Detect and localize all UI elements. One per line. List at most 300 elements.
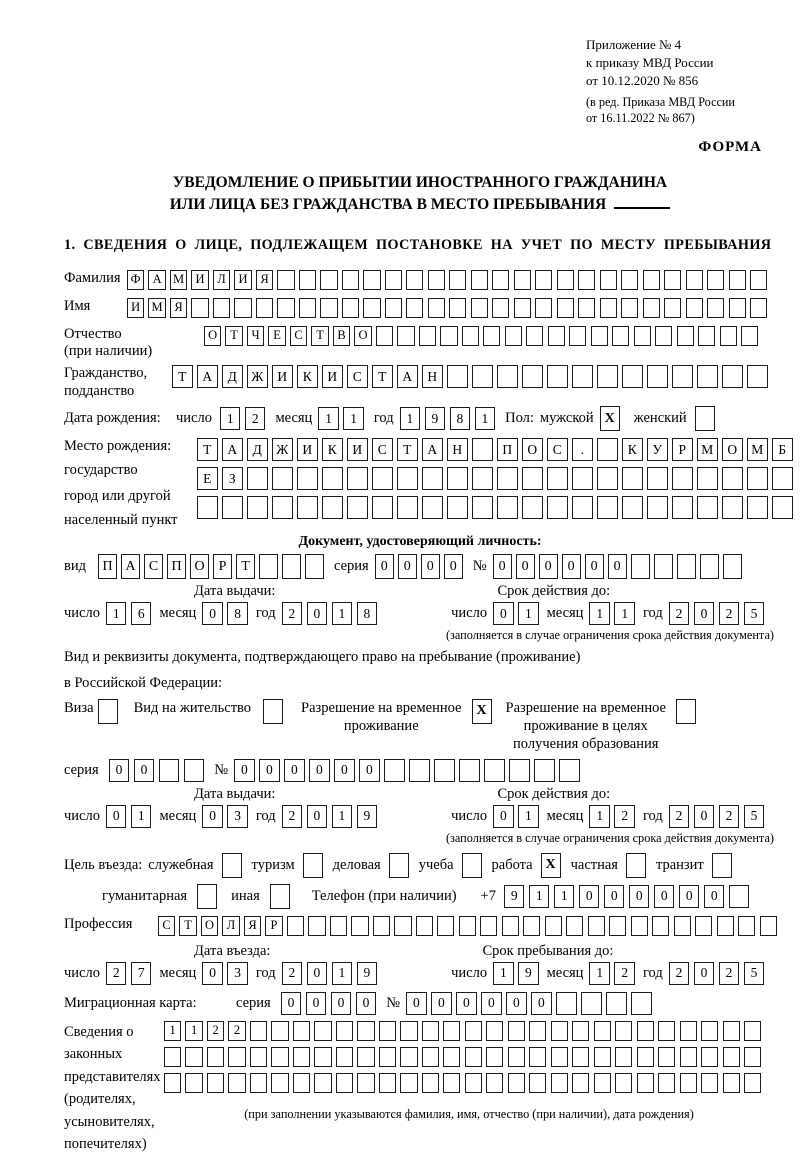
char-cell[interactable]: 0 (456, 992, 477, 1015)
char-cell[interactable]: Я (170, 298, 187, 318)
char-cell[interactable] (557, 270, 574, 290)
char-cell[interactable]: 0 (493, 602, 514, 625)
char-cell[interactable]: 1 (518, 805, 539, 828)
char-cell[interactable]: М (170, 270, 187, 290)
char-cell[interactable] (314, 1047, 331, 1067)
char-cell[interactable]: Ч (247, 326, 264, 346)
char-cell[interactable]: 8 (357, 602, 378, 625)
char-cell[interactable]: М (747, 438, 768, 461)
char-cell[interactable] (680, 1021, 697, 1041)
char-cell[interactable] (465, 1073, 482, 1093)
char-cell[interactable]: 2 (719, 962, 740, 985)
char-cell[interactable] (379, 1047, 396, 1067)
char-cell[interactable] (548, 326, 565, 346)
char-cell[interactable] (615, 1021, 632, 1041)
char-cell[interactable] (615, 1047, 632, 1067)
char-cell[interactable] (379, 1021, 396, 1041)
char-cell[interactable] (697, 467, 718, 490)
char-cell[interactable] (330, 916, 347, 936)
char-cell[interactable]: 0 (281, 992, 302, 1015)
char-cell[interactable] (578, 298, 595, 318)
char-cell[interactable] (772, 467, 793, 490)
char-cell[interactable]: 9 (518, 962, 539, 985)
char-cell[interactable]: 0 (398, 554, 417, 579)
char-cell[interactable]: 0 (375, 554, 394, 579)
char-cell[interactable] (342, 270, 359, 290)
char-cell[interactable] (406, 270, 423, 290)
char-cell[interactable] (357, 1073, 374, 1093)
char-cell[interactable] (422, 496, 443, 519)
char-cell[interactable]: 1 (185, 1021, 202, 1041)
char-cell[interactable] (747, 365, 768, 388)
char-cell[interactable]: И (191, 270, 208, 290)
char-cell[interactable] (729, 270, 746, 290)
char-cell[interactable] (631, 916, 648, 936)
char-cell[interactable]: М (697, 438, 718, 461)
char-cell[interactable]: А (222, 438, 243, 461)
char-cell[interactable] (597, 438, 618, 461)
char-cell[interactable] (551, 1021, 568, 1041)
char-cell[interactable]: 0 (694, 805, 715, 828)
char-cell[interactable] (522, 467, 543, 490)
gender-male-checkbox[interactable]: X (600, 406, 620, 431)
char-cell[interactable] (394, 916, 411, 936)
char-cell[interactable]: 0 (585, 554, 604, 579)
char-cell[interactable] (419, 326, 436, 346)
rvpo-checkbox[interactable] (676, 699, 696, 724)
char-cell[interactable]: 0 (307, 805, 328, 828)
char-cell[interactable] (723, 1021, 740, 1041)
char-cell[interactable] (701, 1073, 718, 1093)
purpose-commercial-checkbox[interactable] (389, 853, 409, 878)
char-cell[interactable]: 0 (562, 554, 581, 579)
char-cell[interactable] (686, 298, 703, 318)
char-cell[interactable] (416, 916, 433, 936)
char-cell[interactable]: 0 (284, 759, 305, 782)
char-cell[interactable] (594, 1021, 611, 1041)
char-cell[interactable]: 1 (475, 407, 496, 430)
char-cell[interactable] (471, 298, 488, 318)
char-cell[interactable] (569, 326, 586, 346)
char-cell[interactable] (422, 1073, 439, 1093)
char-cell[interactable]: 5 (744, 805, 765, 828)
char-cell[interactable]: 0 (531, 992, 552, 1015)
char-cell[interactable]: 1 (529, 885, 550, 908)
char-cell[interactable] (722, 467, 743, 490)
char-cell[interactable]: П (167, 554, 186, 579)
char-cell[interactable] (572, 467, 593, 490)
char-cell[interactable] (634, 326, 651, 346)
char-cell[interactable]: 0 (406, 992, 427, 1015)
char-cell[interactable]: Ф (127, 270, 144, 290)
char-cell[interactable] (566, 916, 583, 936)
char-cell[interactable] (483, 326, 500, 346)
char-cell[interactable]: Т (311, 326, 328, 346)
char-cell[interactable] (597, 496, 618, 519)
char-cell[interactable] (447, 365, 468, 388)
char-cell[interactable] (551, 1073, 568, 1093)
char-cell[interactable] (459, 759, 480, 782)
char-cell[interactable] (282, 554, 301, 579)
char-cell[interactable] (472, 496, 493, 519)
char-cell[interactable]: Б (772, 438, 793, 461)
char-cell[interactable]: 0 (604, 885, 625, 908)
char-cell[interactable] (695, 916, 712, 936)
char-cell[interactable] (534, 759, 555, 782)
char-cell[interactable]: П (497, 438, 518, 461)
char-cell[interactable] (572, 496, 593, 519)
char-cell[interactable] (207, 1047, 224, 1067)
char-cell[interactable] (609, 916, 626, 936)
char-cell[interactable] (621, 270, 638, 290)
char-cell[interactable] (492, 270, 509, 290)
char-cell[interactable] (505, 326, 522, 346)
char-cell[interactable] (191, 298, 208, 318)
char-cell[interactable] (409, 759, 430, 782)
char-cell[interactable] (164, 1073, 181, 1093)
char-cell[interactable]: Р (672, 438, 693, 461)
char-cell[interactable] (314, 1073, 331, 1093)
char-cell[interactable] (631, 992, 652, 1015)
char-cell[interactable] (744, 1047, 761, 1067)
char-cell[interactable] (228, 1047, 245, 1067)
gender-female-checkbox[interactable] (695, 406, 715, 431)
char-cell[interactable] (600, 298, 617, 318)
char-cell[interactable] (357, 1021, 374, 1041)
char-cell[interactable]: 2 (669, 962, 690, 985)
char-cell[interactable]: 0 (334, 759, 355, 782)
char-cell[interactable] (723, 1047, 740, 1067)
char-cell[interactable] (597, 467, 618, 490)
char-cell[interactable]: 2 (282, 805, 303, 828)
char-cell[interactable] (272, 467, 293, 490)
char-cell[interactable] (486, 1021, 503, 1041)
char-cell[interactable]: Т (172, 365, 193, 388)
char-cell[interactable]: 1 (343, 407, 364, 430)
char-cell[interactable]: 1 (554, 885, 575, 908)
char-cell[interactable] (522, 365, 543, 388)
char-cell[interactable]: 0 (202, 962, 223, 985)
char-cell[interactable] (357, 1047, 374, 1067)
char-cell[interactable] (529, 1047, 546, 1067)
char-cell[interactable]: 0 (493, 554, 512, 579)
char-cell[interactable]: 2 (245, 407, 266, 430)
char-cell[interactable]: 0 (579, 885, 600, 908)
char-cell[interactable] (256, 298, 273, 318)
char-cell[interactable] (545, 916, 562, 936)
char-cell[interactable]: С (158, 916, 175, 936)
char-cell[interactable]: К (297, 365, 318, 388)
char-cell[interactable] (664, 270, 681, 290)
char-cell[interactable]: Р (213, 554, 232, 579)
char-cell[interactable]: Р (265, 916, 282, 936)
char-cell[interactable] (293, 1047, 310, 1067)
char-cell[interactable] (293, 1021, 310, 1041)
char-cell[interactable]: 1 (106, 602, 127, 625)
char-cell[interactable] (184, 759, 205, 782)
char-cell[interactable] (514, 270, 531, 290)
char-cell[interactable] (385, 270, 402, 290)
char-cell[interactable]: И (347, 438, 368, 461)
purpose-study-checkbox[interactable] (462, 853, 482, 878)
purpose-humanitarian-checkbox[interactable] (197, 884, 217, 909)
char-cell[interactable]: 1 (131, 805, 152, 828)
char-cell[interactable] (397, 326, 414, 346)
char-cell[interactable] (594, 1073, 611, 1093)
char-cell[interactable]: 2 (719, 805, 740, 828)
char-cell[interactable] (722, 496, 743, 519)
char-cell[interactable] (480, 916, 497, 936)
char-cell[interactable] (698, 326, 715, 346)
char-cell[interactable]: 1 (589, 962, 610, 985)
char-cell[interactable] (297, 467, 318, 490)
char-cell[interactable] (594, 1047, 611, 1067)
char-cell[interactable] (522, 496, 543, 519)
char-cell[interactable] (717, 916, 734, 936)
char-cell[interactable] (664, 298, 681, 318)
char-cell[interactable]: 8 (450, 407, 471, 430)
char-cell[interactable] (443, 1047, 460, 1067)
char-cell[interactable]: 0 (704, 885, 725, 908)
char-cell[interactable]: И (272, 365, 293, 388)
char-cell[interactable] (508, 1021, 525, 1041)
char-cell[interactable] (164, 1047, 181, 1067)
char-cell[interactable] (559, 759, 580, 782)
char-cell[interactable] (637, 1047, 654, 1067)
char-cell[interactable]: С (347, 365, 368, 388)
char-cell[interactable]: 9 (425, 407, 446, 430)
char-cell[interactable]: К (622, 438, 643, 461)
char-cell[interactable] (547, 467, 568, 490)
char-cell[interactable] (372, 467, 393, 490)
char-cell[interactable]: С (290, 326, 307, 346)
char-cell[interactable] (342, 298, 359, 318)
char-cell[interactable] (465, 1021, 482, 1041)
char-cell[interactable] (422, 1021, 439, 1041)
char-cell[interactable]: 5 (744, 602, 765, 625)
char-cell[interactable] (222, 496, 243, 519)
char-cell[interactable] (277, 298, 294, 318)
char-cell[interactable] (723, 554, 742, 579)
char-cell[interactable] (658, 1047, 675, 1067)
char-cell[interactable] (385, 298, 402, 318)
char-cell[interactable]: 0 (109, 759, 130, 782)
char-cell[interactable] (514, 298, 531, 318)
char-cell[interactable]: 1 (318, 407, 339, 430)
char-cell[interactable] (600, 270, 617, 290)
char-cell[interactable]: В (333, 326, 350, 346)
purpose-other-checkbox[interactable] (270, 884, 290, 909)
char-cell[interactable] (747, 496, 768, 519)
char-cell[interactable] (336, 1073, 353, 1093)
char-cell[interactable] (299, 298, 316, 318)
char-cell[interactable] (750, 298, 767, 318)
char-cell[interactable] (397, 496, 418, 519)
visa-checkbox[interactable] (98, 699, 118, 724)
char-cell[interactable] (677, 554, 696, 579)
char-cell[interactable] (672, 365, 693, 388)
char-cell[interactable] (622, 467, 643, 490)
char-cell[interactable] (581, 992, 602, 1015)
char-cell[interactable]: У (647, 438, 668, 461)
char-cell[interactable] (472, 438, 493, 461)
char-cell[interactable] (647, 496, 668, 519)
char-cell[interactable] (397, 467, 418, 490)
char-cell[interactable] (207, 1073, 224, 1093)
char-cell[interactable]: 0 (493, 805, 514, 828)
purpose-tourism-checkbox[interactable] (303, 853, 323, 878)
char-cell[interactable] (422, 467, 443, 490)
char-cell[interactable] (697, 496, 718, 519)
char-cell[interactable]: С (372, 438, 393, 461)
char-cell[interactable] (750, 270, 767, 290)
char-cell[interactable] (588, 916, 605, 936)
char-cell[interactable] (462, 326, 479, 346)
char-cell[interactable] (556, 992, 577, 1015)
char-cell[interactable]: 0 (307, 962, 328, 985)
char-cell[interactable]: Я (244, 916, 261, 936)
char-cell[interactable] (447, 496, 468, 519)
char-cell[interactable] (247, 496, 268, 519)
char-cell[interactable] (738, 916, 755, 936)
char-cell[interactable] (637, 1021, 654, 1041)
char-cell[interactable] (449, 298, 466, 318)
char-cell[interactable] (428, 270, 445, 290)
char-cell[interactable]: 7 (131, 962, 152, 985)
char-cell[interactable]: О (204, 326, 221, 346)
char-cell[interactable] (551, 1047, 568, 1067)
char-cell[interactable] (686, 270, 703, 290)
char-cell[interactable] (459, 916, 476, 936)
char-cell[interactable] (314, 1021, 331, 1041)
char-cell[interactable] (729, 885, 750, 908)
char-cell[interactable] (615, 1073, 632, 1093)
char-cell[interactable]: 0 (331, 992, 352, 1015)
char-cell[interactable]: 2 (614, 805, 635, 828)
char-cell[interactable]: И (297, 438, 318, 461)
char-cell[interactable] (437, 916, 454, 936)
char-cell[interactable] (185, 1047, 202, 1067)
char-cell[interactable]: 0 (608, 554, 627, 579)
char-cell[interactable]: 1 (220, 407, 241, 430)
char-cell[interactable]: О (722, 438, 743, 461)
char-cell[interactable] (680, 1073, 697, 1093)
char-cell[interactable] (700, 554, 719, 579)
char-cell[interactable]: 6 (131, 602, 152, 625)
char-cell[interactable] (772, 496, 793, 519)
char-cell[interactable] (597, 365, 618, 388)
char-cell[interactable]: 0 (106, 805, 127, 828)
char-cell[interactable] (760, 916, 777, 936)
char-cell[interactable] (234, 298, 251, 318)
char-cell[interactable] (677, 326, 694, 346)
char-cell[interactable]: 9 (504, 885, 525, 908)
char-cell[interactable]: 2 (719, 602, 740, 625)
char-cell[interactable] (741, 326, 758, 346)
char-cell[interactable]: 8 (227, 602, 248, 625)
char-cell[interactable] (720, 326, 737, 346)
char-cell[interactable]: 0 (309, 759, 330, 782)
char-cell[interactable] (497, 365, 518, 388)
char-cell[interactable]: Т (372, 365, 393, 388)
char-cell[interactable] (443, 1021, 460, 1041)
char-cell[interactable]: 1 (493, 962, 514, 985)
char-cell[interactable] (471, 270, 488, 290)
char-cell[interactable] (492, 298, 509, 318)
char-cell[interactable]: О (354, 326, 371, 346)
char-cell[interactable] (502, 916, 519, 936)
char-cell[interactable] (384, 759, 405, 782)
char-cell[interactable] (449, 270, 466, 290)
char-cell[interactable]: И (322, 365, 343, 388)
char-cell[interactable] (308, 916, 325, 936)
char-cell[interactable] (271, 1047, 288, 1067)
char-cell[interactable]: 1 (400, 407, 421, 430)
char-cell[interactable]: 1 (589, 602, 610, 625)
char-cell[interactable] (497, 496, 518, 519)
char-cell[interactable] (508, 1073, 525, 1093)
char-cell[interactable]: 2 (614, 962, 635, 985)
char-cell[interactable]: 0 (359, 759, 380, 782)
char-cell[interactable] (213, 298, 230, 318)
char-cell[interactable] (523, 916, 540, 936)
char-cell[interactable] (472, 365, 493, 388)
char-cell[interactable] (440, 326, 457, 346)
char-cell[interactable]: 2 (106, 962, 127, 985)
char-cell[interactable] (631, 554, 650, 579)
char-cell[interactable] (320, 298, 337, 318)
char-cell[interactable]: 0 (431, 992, 452, 1015)
char-cell[interactable] (406, 298, 423, 318)
char-cell[interactable]: К (322, 438, 343, 461)
char-cell[interactable] (655, 326, 672, 346)
char-cell[interactable] (250, 1047, 267, 1067)
char-cell[interactable]: 0 (202, 805, 223, 828)
char-cell[interactable] (557, 298, 574, 318)
char-cell[interactable]: 0 (694, 962, 715, 985)
char-cell[interactable]: 0 (516, 554, 535, 579)
char-cell[interactable] (322, 467, 343, 490)
char-cell[interactable]: 0 (694, 602, 715, 625)
char-cell[interactable] (637, 1073, 654, 1093)
char-cell[interactable] (701, 1047, 718, 1067)
char-cell[interactable] (434, 759, 455, 782)
char-cell[interactable] (259, 554, 278, 579)
char-cell[interactable]: 5 (744, 962, 765, 985)
char-cell[interactable]: Л (213, 270, 230, 290)
char-cell[interactable]: Т (197, 438, 218, 461)
char-cell[interactable]: 3 (227, 962, 248, 985)
char-cell[interactable] (297, 496, 318, 519)
char-cell[interactable]: 1 (164, 1021, 181, 1041)
char-cell[interactable]: . (572, 438, 593, 461)
char-cell[interactable]: З (222, 467, 243, 490)
char-cell[interactable] (529, 1073, 546, 1093)
char-cell[interactable] (707, 298, 724, 318)
char-cell[interactable] (497, 467, 518, 490)
char-cell[interactable]: 1 (589, 805, 610, 828)
char-cell[interactable] (658, 1021, 675, 1041)
char-cell[interactable] (672, 496, 693, 519)
char-cell[interactable]: О (190, 554, 209, 579)
char-cell[interactable] (250, 1021, 267, 1041)
char-cell[interactable] (250, 1073, 267, 1093)
char-cell[interactable]: 0 (421, 554, 440, 579)
char-cell[interactable] (547, 365, 568, 388)
char-cell[interactable]: 2 (669, 805, 690, 828)
char-cell[interactable] (422, 1047, 439, 1067)
char-cell[interactable]: 0 (629, 885, 650, 908)
